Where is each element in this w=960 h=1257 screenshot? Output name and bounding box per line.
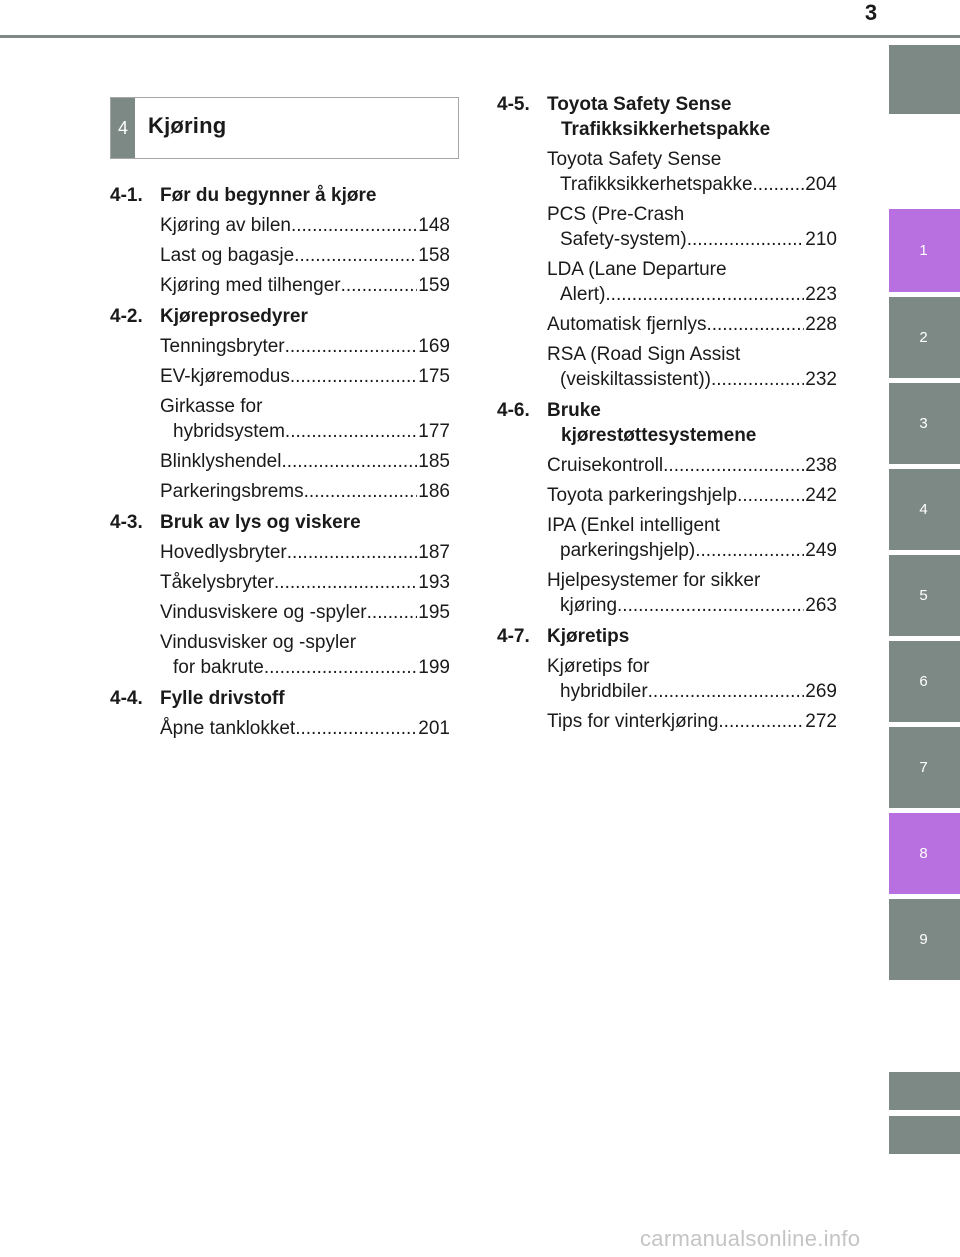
toc-entry-title: Vindusviskere og -spyler <box>160 602 367 623</box>
toc-entry-line <box>547 312 837 337</box>
toc-entry[interactable] <box>497 483 837 508</box>
toc-page-number: 187 <box>418 542 450 563</box>
toc-entry-title: IPA (Enkel intelligent <box>547 515 720 536</box>
toc-entry-line <box>160 364 450 389</box>
toc-page-number: 199 <box>418 657 450 678</box>
toc-leader-dots <box>304 479 418 504</box>
toc-entry[interactable] <box>110 570 450 595</box>
toc-leader-dots <box>264 655 417 680</box>
toc-section-title: Trafikksikkerhetspakke <box>561 119 771 140</box>
toc-leader-dots <box>648 679 805 704</box>
toc-leader-dots <box>617 593 804 618</box>
toc-page-number: 195 <box>418 602 450 623</box>
toc-section-title: Bruke <box>547 400 601 421</box>
toc-entry[interactable] <box>110 394 450 444</box>
section-tab-label: 8 <box>919 845 928 862</box>
toc-entry[interactable] <box>497 257 837 307</box>
toc-entry[interactable] <box>497 147 837 197</box>
toc-page-number: 193 <box>418 572 450 593</box>
toc-entry-line <box>547 282 837 307</box>
section-tab-8[interactable] <box>889 813 960 894</box>
toc-section-title: Før du begynner å kjøre <box>160 185 377 206</box>
toc-section-title: Bruk av lys og viskere <box>160 512 361 533</box>
watermark: carmanualsonline.info <box>640 1226 861 1251</box>
toc-entry[interactable] <box>110 213 450 238</box>
toc-leader-dots <box>285 419 417 444</box>
toc-entry-line <box>547 147 837 172</box>
toc-right-column <box>497 92 837 734</box>
toc-page-number: 185 <box>418 451 450 472</box>
toc-entry-line <box>547 654 837 679</box>
section-tab-4[interactable] <box>889 469 960 550</box>
toc-entry-line <box>160 419 450 444</box>
section-tab-6[interactable] <box>889 641 960 722</box>
toc-entry-line <box>547 593 837 618</box>
toc-entry-title: Automatisk fjernlys <box>547 314 707 335</box>
section-tab-3[interactable] <box>889 383 960 464</box>
toc-entry-title: Safety-system) <box>560 229 687 250</box>
toc-entry-title: parkeringshjelp) <box>560 540 696 561</box>
toc-entry[interactable] <box>110 243 450 268</box>
toc-left-column <box>110 183 450 741</box>
toc-entry-title: Toyota Safety Sense <box>547 149 722 170</box>
toc-entry[interactable] <box>110 334 450 359</box>
toc-leader-dots <box>706 312 804 337</box>
section-tab-1[interactable] <box>889 209 960 292</box>
toc-entry-line <box>547 257 837 282</box>
toc-page-number: 169 <box>418 336 450 357</box>
header-rule <box>0 35 960 38</box>
toc-entry-title: Kjøring av bilen <box>160 215 291 236</box>
toc-entry-line <box>547 453 837 478</box>
toc-entry[interactable] <box>497 453 837 478</box>
toc-entry-line <box>547 568 837 593</box>
toc-leader-dots <box>605 282 804 307</box>
toc-leader-dots <box>711 367 804 392</box>
toc-entry-line <box>547 202 837 227</box>
toc-entry-title: Toyota parkeringshjelp <box>547 485 738 506</box>
section-tab-0[interactable] <box>889 45 960 114</box>
toc-entry-line <box>160 394 450 419</box>
toc-entry-title: Tåkelysbryter <box>160 572 275 593</box>
toc-entry[interactable] <box>497 568 837 618</box>
toc-entry-line <box>160 449 450 474</box>
toc-page-number: 158 <box>418 245 450 266</box>
chapter-title: Kjøring <box>148 113 227 138</box>
toc-entry-line <box>160 540 450 565</box>
toc-entry-title: hybridbiler <box>560 681 648 702</box>
section-tab-label: 7 <box>919 759 928 776</box>
toc-leader-dots <box>663 453 804 478</box>
toc-leader-dots <box>718 709 804 734</box>
toc-page-number: 201 <box>418 718 450 739</box>
toc-entry-title: Last og bagasje <box>160 245 295 266</box>
toc-section-number: 4-7. <box>497 626 530 647</box>
toc-entry-line <box>160 213 450 238</box>
toc-entry-line <box>160 655 450 680</box>
section-tab-11[interactable] <box>889 1116 960 1154</box>
section-tab-10[interactable] <box>889 1072 960 1110</box>
toc-entry-line <box>547 709 837 734</box>
toc-entry-line <box>160 273 450 298</box>
page-number: 3 <box>864 0 878 25</box>
toc-leader-dots <box>274 570 417 595</box>
toc-section-number: 4-4. <box>110 688 143 709</box>
toc-leader-dots <box>287 540 418 565</box>
toc-entry-title: Trafikksikkerhetspakke <box>560 174 753 195</box>
toc-page-number: 210 <box>805 229 837 250</box>
toc-section-number: 4-2. <box>110 306 143 327</box>
toc-entry-line <box>547 367 837 392</box>
toc-page-number: 159 <box>418 275 450 296</box>
toc-section-title: Kjøreprosedyrer <box>160 306 308 327</box>
section-tab-9[interactable] <box>889 899 960 980</box>
section-tab-label: 3 <box>919 415 928 432</box>
toc-entry-title: Kjøretips for <box>547 656 650 677</box>
toc-entry[interactable] <box>110 630 450 680</box>
toc-entry-title: kjøring <box>560 595 618 616</box>
toc-entry-title: Åpne tanklokket <box>160 718 296 739</box>
chapter-number: 4 <box>111 98 135 158</box>
toc-leader-dots <box>367 600 418 625</box>
section-tab-7[interactable] <box>889 727 960 808</box>
toc-entry-line <box>547 483 837 508</box>
toc-page-number: 148 <box>418 215 450 236</box>
toc-entry-title: Girkasse for <box>160 396 263 417</box>
toc-section-title: Toyota Safety Sense <box>547 94 732 115</box>
toc-entry-title: Hjelpesystemer for sikker <box>547 570 761 591</box>
toc-page-number: 249 <box>805 540 837 561</box>
toc-entry[interactable] <box>497 202 837 252</box>
toc-entry[interactable] <box>110 540 450 565</box>
toc-entry-title: for bakrute <box>173 657 264 678</box>
toc-entry-line <box>160 716 450 741</box>
toc-page-number: 228 <box>805 314 837 335</box>
toc-entry[interactable] <box>497 513 837 563</box>
section-tab-label: 4 <box>919 501 928 518</box>
toc-entry-title: PCS (Pre-Crash <box>547 204 685 225</box>
toc-leader-dots <box>290 364 417 389</box>
toc-entry-title: (veiskiltassistent)) <box>560 369 711 390</box>
toc-section-heading <box>110 510 450 535</box>
toc-page-number: 263 <box>805 595 837 616</box>
section-tab-label: 6 <box>919 673 928 690</box>
toc-entry-line <box>160 243 450 268</box>
toc-entry-title: Parkeringsbrems <box>160 481 304 502</box>
section-tab-5[interactable] <box>889 555 960 636</box>
toc-entry[interactable] <box>497 709 837 734</box>
toc-entry-title: Cruisekontroll <box>547 455 664 476</box>
toc-entry-line <box>547 227 837 252</box>
toc-entry[interactable] <box>497 312 837 337</box>
section-tab-label: 1 <box>919 242 928 259</box>
toc-page-number: 232 <box>805 369 837 390</box>
toc-entry-title: Vindusvisker og -spyler <box>160 632 357 653</box>
toc-leader-dots <box>295 716 417 741</box>
toc-leader-dots <box>291 213 417 238</box>
toc-entry-title: Kjøring med tilhenger <box>160 275 341 296</box>
toc-section-title: kjørestøttesystemene <box>561 425 757 446</box>
toc-section-heading <box>497 398 837 448</box>
toc-section-number: 4-3. <box>110 512 143 533</box>
section-tab-label: 2 <box>919 329 928 346</box>
toc-leader-dots <box>281 449 417 474</box>
toc-section-heading <box>110 686 450 711</box>
toc-entry-line <box>547 538 837 563</box>
toc-entry[interactable] <box>110 479 450 504</box>
toc-section-title: Fylle drivstoff <box>160 688 285 709</box>
toc-entry-line <box>547 342 837 367</box>
toc-entry[interactable] <box>110 716 450 741</box>
toc-entry[interactable] <box>110 600 450 625</box>
chapter-header <box>110 97 459 159</box>
toc-page-number: 186 <box>418 481 450 502</box>
toc-leader-dots <box>753 172 805 197</box>
toc-entry[interactable] <box>110 449 450 474</box>
toc-entry-line <box>160 334 450 359</box>
toc-page-number: 177 <box>418 421 450 442</box>
toc-leader-dots <box>737 483 804 508</box>
toc-entry-title: RSA (Road Sign Assist <box>547 344 741 365</box>
toc-section-number: 4-6. <box>497 400 530 421</box>
toc-entry[interactable] <box>497 654 837 704</box>
toc-entry-title: Tips for vinterkjøring <box>547 711 719 732</box>
toc-leader-dots <box>341 273 418 298</box>
toc-page-number: 269 <box>805 681 837 702</box>
toc-page-number: 204 <box>805 174 837 195</box>
toc-page-number: 175 <box>418 366 450 387</box>
toc-section-title: Kjøretips <box>547 626 630 647</box>
toc-entry-title: Tenningsbryter <box>160 336 285 357</box>
toc-page-number: 242 <box>805 485 837 506</box>
toc-section-number: 4-1. <box>110 185 143 206</box>
toc-entry-title: Alert) <box>560 284 606 305</box>
toc-entry-title: Blinklyshendel <box>160 451 282 472</box>
toc-entry-line <box>547 172 837 197</box>
section-tab-2[interactable] <box>889 297 960 378</box>
toc-entry-line <box>160 479 450 504</box>
toc-entry-title: LDA (Lane Departure <box>547 259 727 280</box>
toc-page-number: 223 <box>805 284 837 305</box>
toc-leader-dots <box>687 227 805 252</box>
toc-page-number: 238 <box>805 455 837 476</box>
toc-section-number: 4-5. <box>497 94 530 115</box>
toc-page-number: 272 <box>805 711 837 732</box>
section-tab-label: 5 <box>919 587 928 604</box>
toc-entry-title: hybridsystem <box>173 421 285 442</box>
toc-entry-line <box>547 679 837 704</box>
toc-entry-title: EV-kjøremodus <box>160 366 290 387</box>
toc-entry[interactable] <box>497 342 837 392</box>
toc-leader-dots <box>695 538 804 563</box>
toc-section-heading <box>497 624 837 649</box>
toc-entry-line <box>160 600 450 625</box>
toc-entry-line <box>160 570 450 595</box>
toc-entry[interactable] <box>110 273 450 298</box>
toc-section-heading <box>110 304 450 329</box>
section-tab-label: 9 <box>919 931 928 948</box>
toc-entry-title: Hovedlysbryter <box>160 542 287 563</box>
toc-entry[interactable] <box>110 364 450 389</box>
toc-entry-line <box>547 513 837 538</box>
toc-leader-dots <box>294 243 417 268</box>
toc-section-heading <box>497 92 837 142</box>
toc-entry-line <box>160 630 450 655</box>
toc-leader-dots <box>285 334 418 359</box>
toc-section-heading <box>110 183 450 208</box>
